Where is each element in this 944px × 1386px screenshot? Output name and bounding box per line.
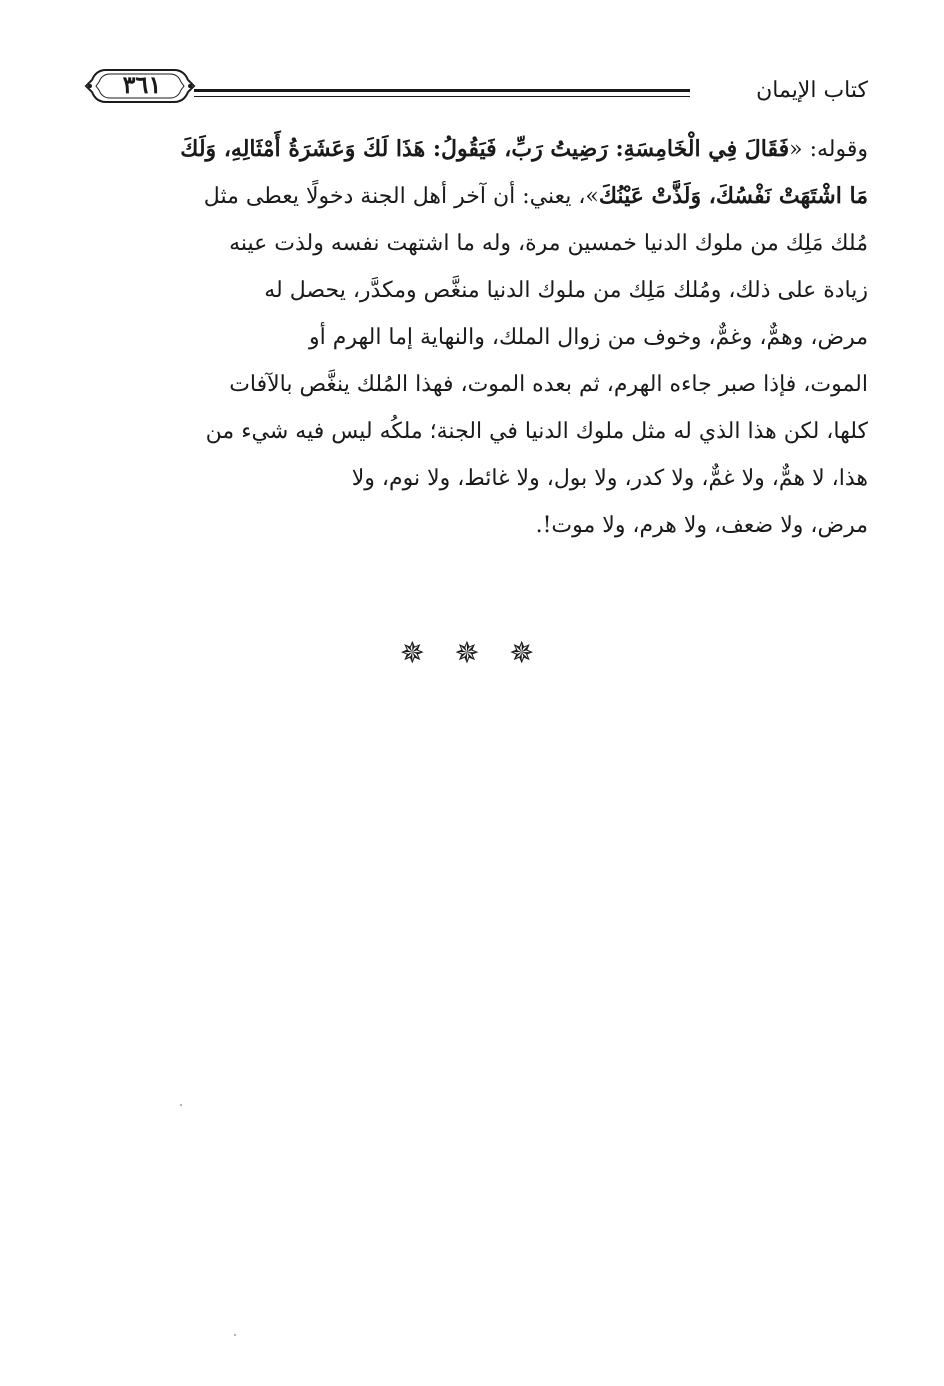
scan-speck bbox=[180, 1104, 182, 1106]
text-line bbox=[84, 455, 868, 502]
text-run: »، يعني: أن آخر أهل الجنة دخولًا يعطى مثل bbox=[203, 184, 599, 209]
header-rule-thin bbox=[194, 96, 690, 97]
text-line bbox=[84, 314, 868, 361]
text-run: مرض، وهمٌّ، وغمٌّ، وخوف من زوال الملك، والنهاية إما الهرم أو bbox=[308, 325, 868, 350]
hadith-quote: فَقَالَ فِي الْخَامِسَةِ: رَضِيتُ رَبِّ، فَيَقُولُ: هَذَا لَكَ وَعَشَرَةُ أَمْثَالِهِ، وَلَكَ bbox=[180, 136, 790, 162]
text-run: مرض، ولا ضعف، ولا هرم، ولا موت!. bbox=[535, 513, 868, 538]
text-line bbox=[84, 126, 868, 173]
text-line bbox=[84, 408, 868, 455]
page-header bbox=[84, 56, 868, 116]
book-title: كتاب الإيمان bbox=[756, 78, 868, 103]
page-number-frame bbox=[84, 64, 196, 108]
text-line bbox=[84, 361, 868, 408]
hadith-quote: مَا اشْتَهَتْ نَفْسُكَ، وَلَذَّتْ عَيْنُكَ bbox=[598, 183, 868, 209]
text-run: الموت، فإذا صبر جاءه الهرم، ثم بعده الموت، فهذا المُلك ينغَّص بالآفات bbox=[229, 372, 868, 397]
text-line bbox=[84, 267, 868, 314]
page-number: ٣٦١ bbox=[122, 70, 162, 99]
text-run: زيادة على ذلك، ومُلك مَلِك من ملوك الدنيا منغَّص ومكدَّر، يحصل له bbox=[264, 278, 868, 303]
text-run: هذا، لا همٌّ، ولا غمٌّ، ولا كدر، ولا بول، ولا غائط، ولا نوم، ولا bbox=[351, 466, 868, 491]
section-separator: ✵ ✵ ✵ bbox=[399, 636, 545, 671]
text-line bbox=[84, 502, 868, 549]
text-line bbox=[84, 173, 868, 220]
text-run: كلها، لكن هذا الذي له مثل ملوك الدنيا في الجنة؛ ملكُه ليس فيه شيء من bbox=[205, 419, 868, 444]
body-text bbox=[84, 126, 868, 549]
header-rule bbox=[194, 89, 690, 92]
scan-speck bbox=[234, 1334, 236, 1336]
text-run: وقوله: « bbox=[789, 137, 868, 162]
text-line bbox=[84, 220, 868, 267]
text-run: مُلك مَلِك من ملوك الدنيا خمسين مرة، وله ما اشتهت نفسه ولذت عينه bbox=[229, 231, 868, 256]
